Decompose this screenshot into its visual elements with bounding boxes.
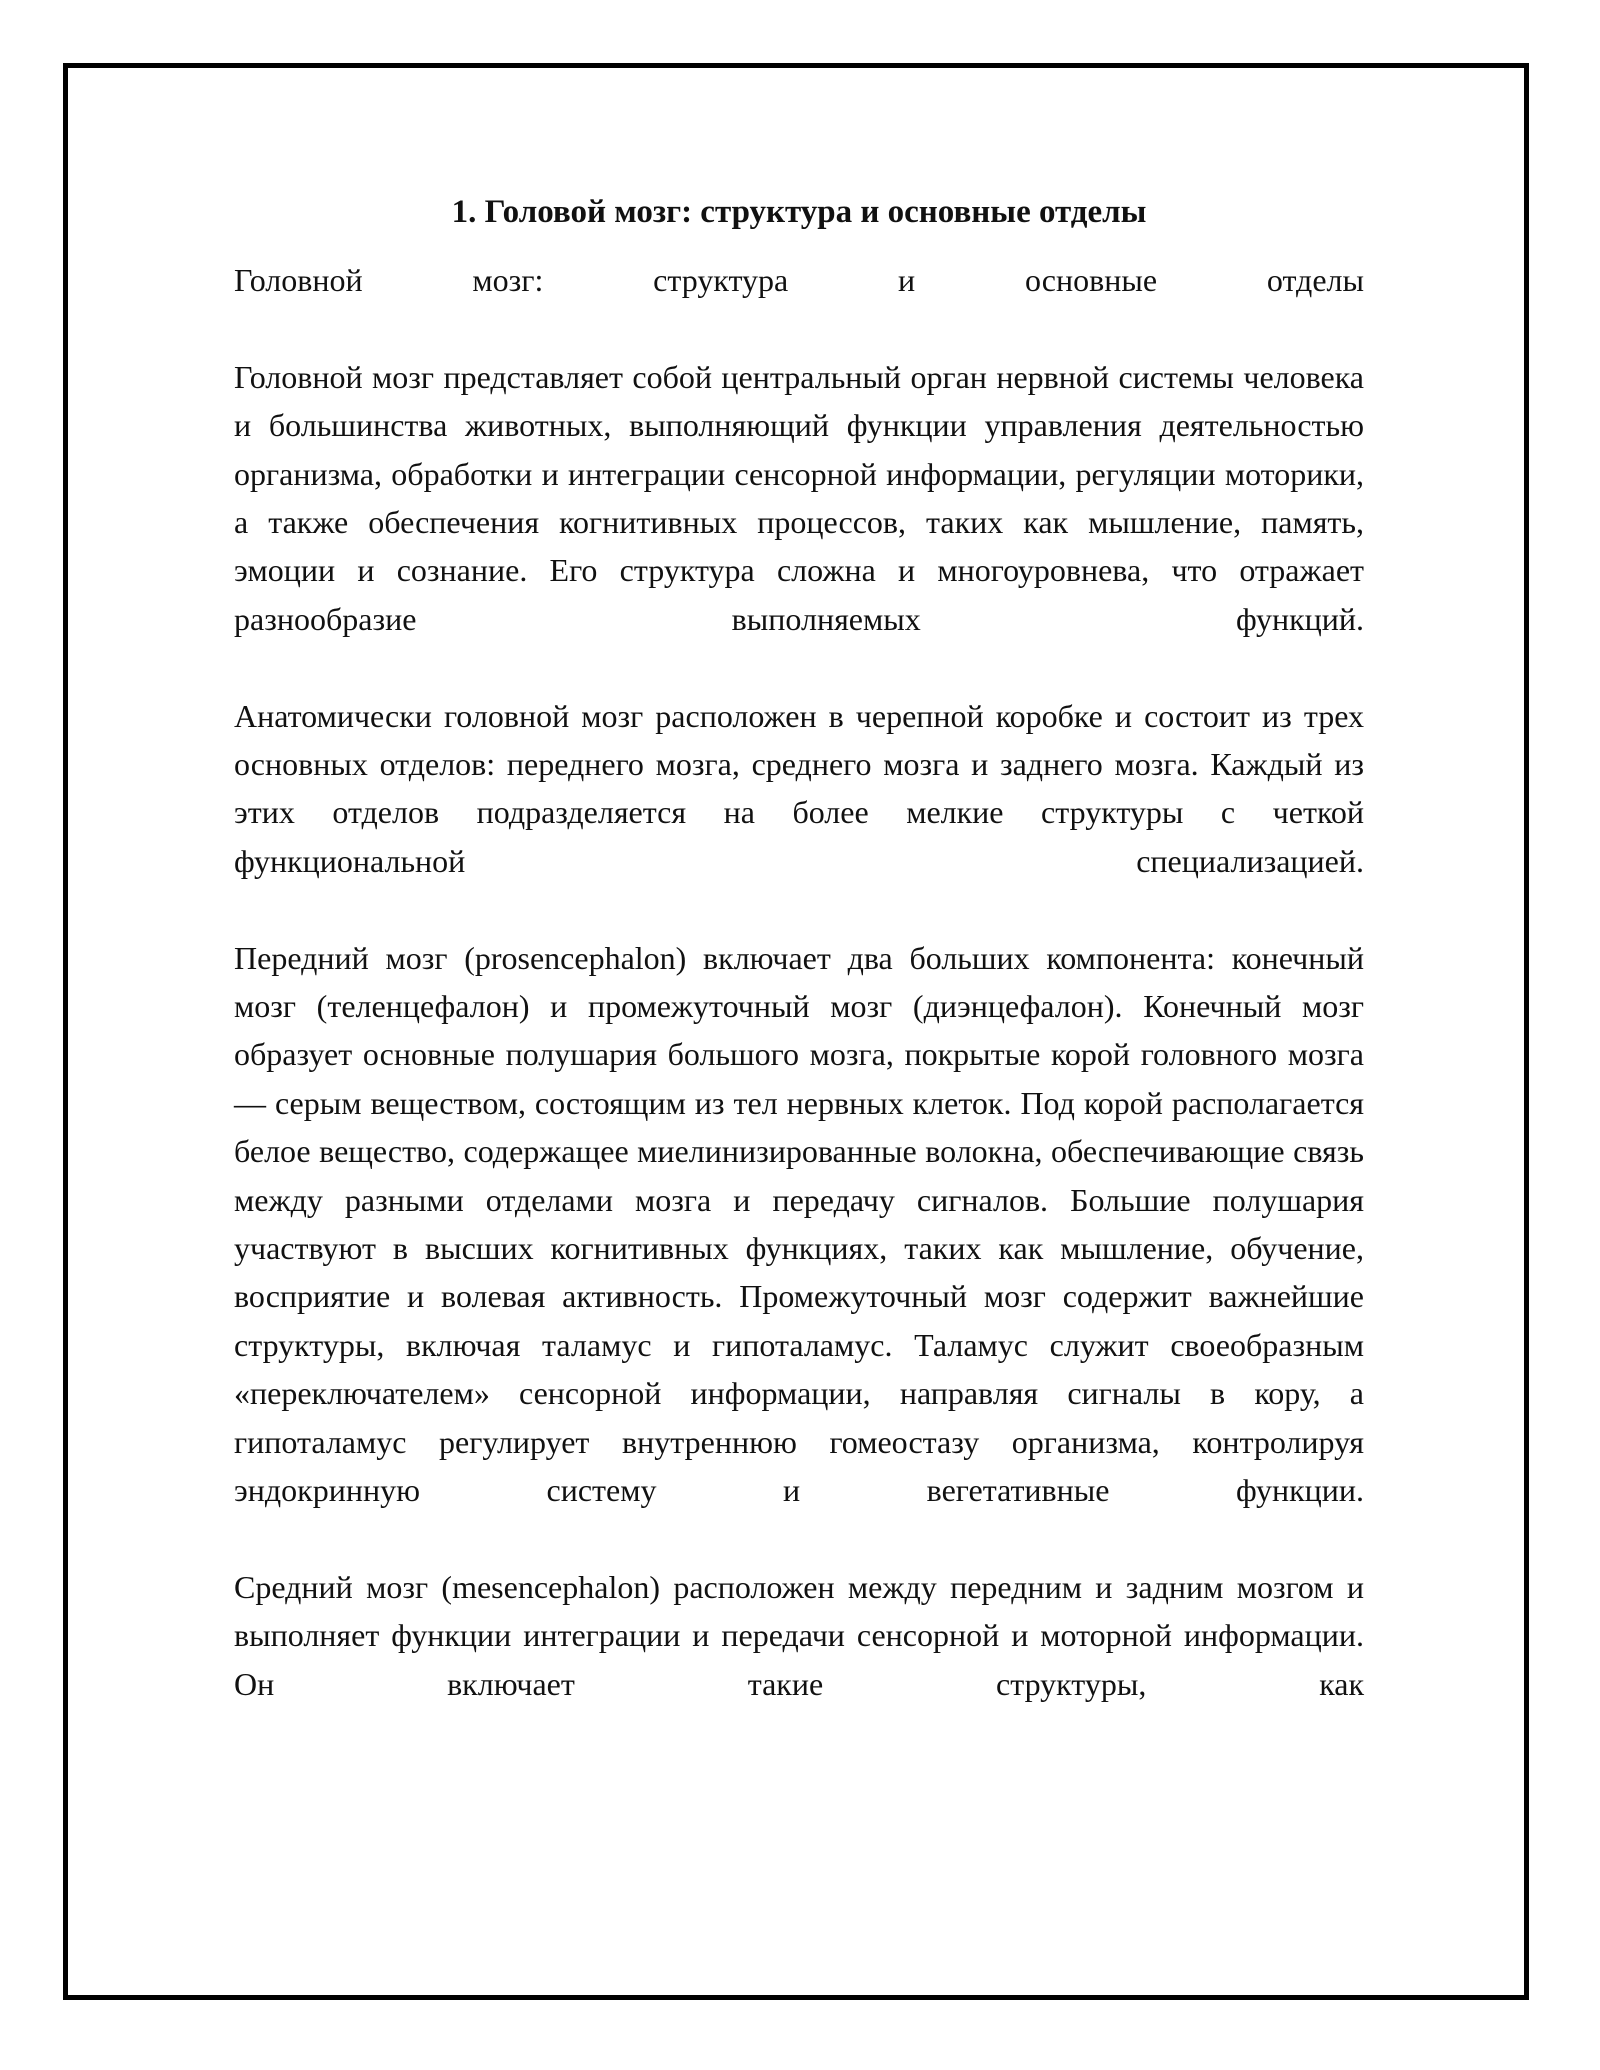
document-subtitle-line: Головной мозг: структура и основные отделы (234, 262, 1364, 298)
paragraph-gap (234, 885, 1364, 933)
paragraph-4: Средний мозг (mesencephalon) расположен между передним и задним мозгом и выполняет функции интеграции и передачи сенсорной и моторной информации. Он включает такие структуры, как (234, 1568, 1364, 1702)
paragraph-gap (234, 304, 1364, 352)
paragraph-gap (234, 643, 1364, 691)
paragraph-2: Анатомически головной мозг расположен в черепной коробке и состоит из трех основных отделов: переднего мозга, среднего мозга и заднего мозга. Каждый из этих отделов подразделяется на более мелкие структуры с четкой функциональной специализацией. (234, 697, 1364, 879)
paragraph-3: Передний мозг (prosencephalon) включает два больших компонента: конечный мозг (теленцефалон) и промежуточный мозг (диэнцефалон). Конечный мозг образует основные полушария большого мозга, покрытые корой головного мозга — серым веществом, состоящим из тел нервных клеток. Под корой располагается белое вещество, содержащее миелинизированные волокна, обеспечивающие связь между разными отделами мозга и передачу сигналов. Большие полушария участвуют в высших когнитивных функциях, таких как мышление, обучение, восприятие и волевая активность. Промежуточный мозг содержит важнейшие структуры, включая таламус и гипоталамус. Таламус служит своеобразным «переключателем» сенсорной информации, направляя сигналы в кору, а гипоталамус регулирует внутреннюю гомеостазу организма, контролируя эндокринную систему и вегетативные функции. (234, 939, 1364, 1509)
paragraph-1: Головной мозг представляет собой центральный орган нервной системы человека и большинства животных, выполняющий функции управления деятельностью организма, обработки и интеграции сенсорной информации, регуляции моторики, а также обеспечения когнитивных процессов, таких как мышление, память, эмоции и сознание. Его структура сложна и многоуровнева, что отражает разнообразие выполняемых функций. (234, 358, 1364, 637)
document-title: 1. Головой мозг: структура и основные отделы (451, 194, 1147, 230)
document-body (234, 188, 1364, 1708)
paragraph-gap (234, 1515, 1364, 1563)
